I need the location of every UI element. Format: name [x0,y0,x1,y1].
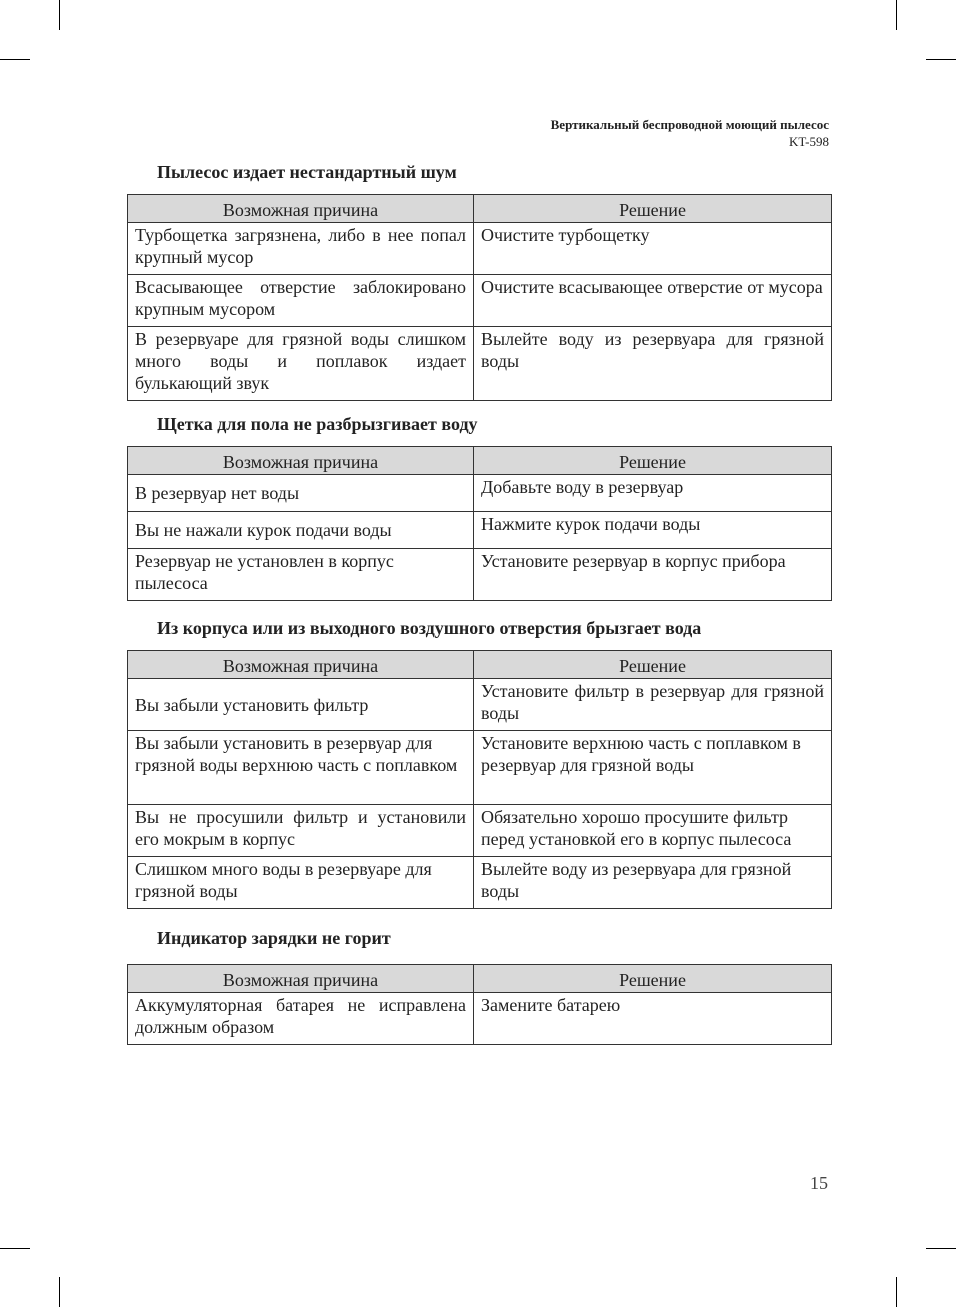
crop-mark [896,0,897,30]
table-header-row [128,447,832,475]
table-row [128,475,832,512]
cause-cell: В резервуаре для грязной воды слишком много воды и поплавок издает булькающий звук [128,327,474,401]
solution-cell: Очистите турбощетку [474,223,832,275]
troubleshooting-table [127,650,832,909]
solution-header: Решение [474,447,832,475]
solution-cell: Очистите всасывающее отверстие от мусора [474,275,832,327]
table-header-row [128,965,832,993]
crop-mark [0,1248,30,1249]
table-row [128,857,832,909]
solution-header: Решение [474,965,832,993]
header-title: Вертикальный беспроводной моющий пылесос [550,117,829,132]
crop-mark [926,1248,956,1249]
troubleshooting-table [127,194,832,401]
solution-header: Решение [474,651,832,679]
solution-cell: Вылейте воду из резервуара для грязной воды [474,327,832,401]
solution-cell: Добавьте воду в резервуар [474,475,832,512]
crop-mark [926,59,956,60]
solution-header: Решение [474,195,832,223]
table-row [128,327,832,401]
cause-header: Возможная причина [128,651,474,679]
cause-cell: Вы не нажали курок подачи воды [128,512,474,549]
table-header-row [128,195,832,223]
solution-cell: Обязательно хорошо просушите фильтр перед установкой его в корпус пылесоса [474,805,832,857]
cause-cell: Резервуар не установлен в корпус пылесоса [128,549,474,601]
crop-mark [59,0,60,30]
cause-cell: Вы забыли установить в резервуар для грязной воды верхнюю часть с поплавком [128,731,474,805]
table-row [128,275,832,327]
section-title: Пылесос издает нестандартный шум [157,162,457,182]
troubleshooting-table [127,446,832,601]
table-header-row [128,651,832,679]
header-model: KT-598 [789,134,829,149]
table-row [128,993,832,1045]
section-title: Из корпуса или из выходного воздушного отверстия брызгает вода [157,618,702,638]
table-row [128,805,832,857]
cause-cell: Вы забыли установить фильтр [128,679,474,731]
table-row [128,731,832,805]
cause-cell: Слишком много воды в резервуаре для грязной воды [128,857,474,909]
troubleshooting-table [127,964,832,1045]
running-header [551,116,829,150]
solution-cell: Нажмите курок подачи воды [474,512,832,549]
crop-mark [896,1277,897,1307]
cause-cell: В резервуар нет воды [128,475,474,512]
crop-mark [59,1277,60,1307]
solution-cell: Вылейте воду из резервуара для грязной воды [474,857,832,909]
solution-cell: Установите резервуар в корпус прибора [474,549,832,601]
cause-cell: Аккумуляторная батарея не исправлена должным образом [128,993,474,1045]
table-row [128,223,832,275]
page-number: 15 [810,1173,828,1193]
cause-cell: Всасывающее отверстие заблокировано крупным мусором [128,275,474,327]
crop-mark [0,59,30,60]
table-row [128,512,832,549]
solution-cell: Установите фильтр в резервуар для грязной воды [474,679,832,731]
cause-header: Возможная причина [128,965,474,993]
section-title: Щетка для пола не разбрызгивает воду [157,414,478,434]
cause-cell: Вы не просушили фильтр и установили его мокрым в корпус [128,805,474,857]
cause-header: Возможная причина [128,447,474,475]
table-row [128,679,832,731]
table-row [128,549,832,601]
solution-cell: Установите верхнюю часть с поплавком в резервуар для грязной воды [474,731,832,805]
section-title: Индикатор зарядки не горит [157,928,391,948]
cause-header: Возможная причина [128,195,474,223]
cause-cell: Турбощетка загрязнена, либо в нее попал крупный мусор [128,223,474,275]
solution-cell: Замените батарею [474,993,832,1045]
